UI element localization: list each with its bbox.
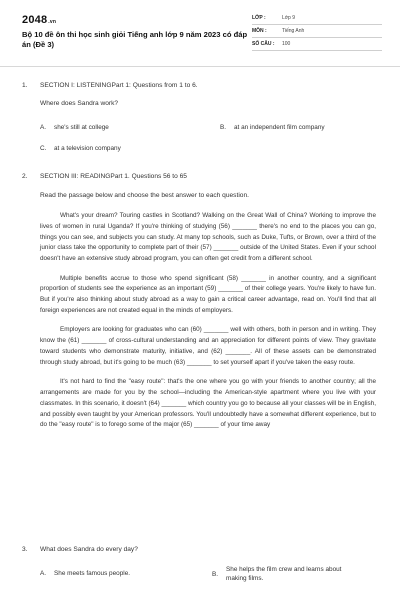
info-key: LỚP :	[252, 15, 266, 21]
option-text: She meets famous people.	[54, 570, 131, 577]
question-text: SECTION I: LISTENINGPart 1: Questions from 1 to 6.	[40, 82, 198, 89]
reading-passage	[40, 211, 376, 440]
question-text: What does Sandra do every day?	[40, 546, 138, 553]
passage-paragraph: Employers are looking for graduates who can (60) _______ well with others, both in person and in writing. They know the (61) _______ of cross-cultural understanding and an appreciation for different points of view. They gravitate toward students who demonstrate maturity, initiative, and (62) _______. All of these assets can be demonstrated through study abroad, but it's going to be much (63) _______ to set yourself apart if you've taken the easy route.	[40, 326, 376, 366]
question-1	[22, 82, 382, 162]
site-logo[interactable]	[22, 14, 56, 26]
option-letter: C.	[40, 145, 47, 152]
question-stem: Read the passage below and choose the best answer to each question.	[40, 192, 249, 199]
option-text: at an independent film company	[234, 124, 325, 131]
info-row-subject	[252, 25, 382, 38]
header-divider	[0, 66, 400, 67]
option-a[interactable]	[40, 124, 109, 131]
info-value: Tiếng Anh	[282, 28, 305, 34]
question-2	[22, 173, 382, 203]
question-number: 3.	[22, 546, 28, 553]
logo-suffix: .vn	[48, 19, 57, 25]
logo-text: 2048	[22, 14, 48, 26]
option-letter: B.	[220, 124, 227, 131]
exam-info-table	[252, 12, 382, 51]
option-letter: A.	[40, 124, 47, 131]
question-text: SECTION III: READINGPart 1. Questions 56 to 65	[40, 173, 187, 180]
question-3	[22, 546, 382, 596]
option-b[interactable]	[212, 565, 362, 583]
question-number: 2.	[22, 173, 28, 180]
page-title: Bộ 10 đề ôn thi học sinh giỏi Tiếng anh lớp 9 năm 2023 có đáp án (Đề 3)	[22, 30, 248, 49]
info-key: SỐ CÂU :	[252, 41, 275, 47]
info-row-class	[252, 12, 382, 25]
option-text: at a television company	[54, 145, 121, 152]
info-value: 100	[282, 41, 291, 47]
option-text: She helps the film crew and learns about making films.	[226, 566, 342, 582]
question-number: 1.	[22, 82, 28, 89]
option-letter: B.	[212, 571, 219, 578]
option-c[interactable]	[40, 145, 121, 152]
option-letter: A.	[40, 570, 47, 577]
info-value: Lớp 9	[282, 15, 296, 21]
info-key: MÔN :	[252, 28, 267, 34]
page-header	[0, 0, 400, 62]
option-text: she's still at college	[54, 124, 109, 131]
passage-paragraph: It's not hard to find the "easy route": that's the one where you go with your friends to another country; all the arrangements are made for you by the school—including the American-style apartment where you live with your classmates. In this scenario, it doesn't (64) _______ which country you go to because all your classes will be in English, and possibly even taught by your American professors. You'll undoubtedly have a somewhat different experience, but to do the "easy route" is to forego some of the major (65) _______ of your time away	[40, 378, 376, 429]
option-b[interactable]	[220, 124, 325, 131]
passage-paragraph: Multiple benefits accrue to those who spend significant (58) _______ in another country, and a significant proportion of students see the experience as an important (59) _______ of their college years. You're likely to have fun. But if you're also thinking about study abroad as a way to gain a critical career advantage, read on. You'll find that all foreign experiences are not created equal in the minds of employers.	[40, 274, 376, 314]
question-stem: Where does Sandra work?	[40, 100, 119, 107]
option-a[interactable]	[40, 570, 130, 577]
info-row-count	[252, 38, 382, 51]
passage-paragraph: What's your dream? Touring castles in Scotland? Walking on the Great Wall of China? Working to improve the lives of women in rural Uganda? If you're thinking of studying (56) _______ there's no end to the places you can go, things you can see, and subjects you can study. At many top schools, such as Duke, Tufts, or Brown, over a third of the junior class take the opportunity to complete part of their (57) _______ outside of the United States. Even if your school doesn't have an extensive study abroad program, you can often get credit from a different school.	[40, 212, 376, 263]
